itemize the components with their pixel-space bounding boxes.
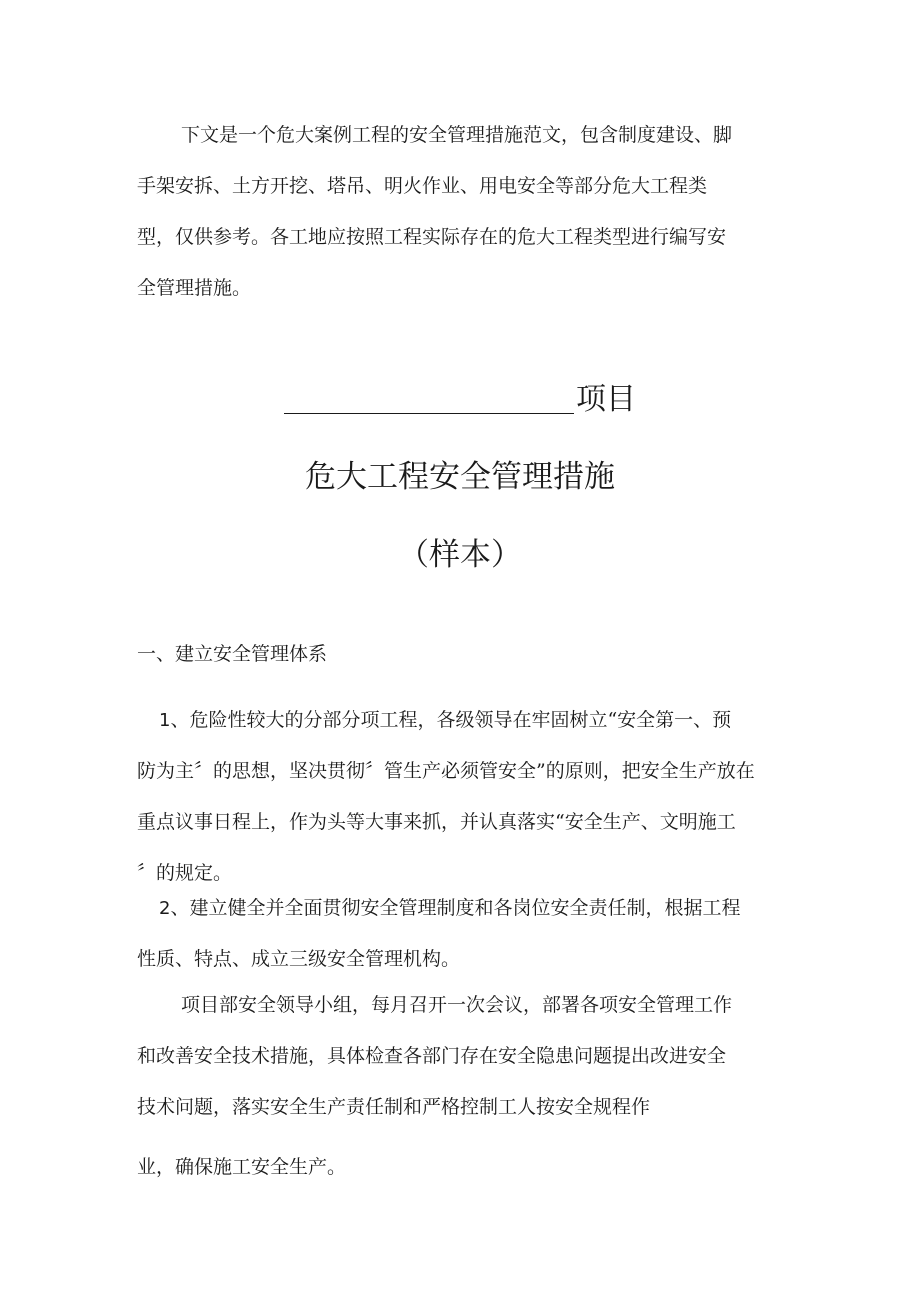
numbered-paragraph-2 <box>137 883 787 985</box>
paragraph-line: 防为主〞的思想，坚决贯彻〞管生产必须管安全”的原则，把安全生产放在 <box>137 760 755 782</box>
project-name-line <box>0 378 920 422</box>
section-heading: 一、建立安全管理体系 <box>137 643 328 665</box>
intro-line: 全管理措施。 <box>137 277 252 299</box>
paragraph-line: 技术问题，落实安全生产责任制和严格控制工人按安全规程作 <box>137 1096 651 1118</box>
item-number: 2 <box>159 898 171 919</box>
paragraph-line: 〞的规定。 <box>137 862 233 884</box>
intro-line: 手架安拆、土方开挖、塔吊、明火作业、用电安全等部分危大工程类 <box>137 175 708 197</box>
intro-paragraph <box>137 110 787 314</box>
item-number: 1 <box>159 710 171 731</box>
project-suffix: 项目 <box>576 382 636 417</box>
paragraph-3 <box>137 980 787 1193</box>
paragraph-text: 、建立健全并全面贯彻安全管理制度和各岗位安全责任制，根据工程 <box>170 897 741 919</box>
intro-line: 下文是一个危大案例工程的安全管理措施范文，包含制度建设、脚 <box>181 124 733 146</box>
paragraph-line <box>137 883 787 934</box>
paragraph-line: 重点议事日程上，作为头等大事来抓，并认真落实“安全生产、文明施工 <box>137 811 736 833</box>
paragraph-line: 性质、特点、成立三级安全管理机构。 <box>137 948 461 970</box>
paragraph-line: 项目部安全领导小组，每月召开一次会议，部署各项安全管理工作 <box>181 994 733 1016</box>
intro-line: 型，仅供参考。各工地应按照工程实际存在的危大工程类型进行编写安 <box>137 226 727 248</box>
paragraph-line: 和改善安全技术措施，具体检查各部门存在安全隐患问题提出改进安全 <box>137 1045 727 1067</box>
numbered-paragraph-1 <box>137 695 787 899</box>
document-subtitle: （样本） <box>398 537 522 573</box>
paragraph-line: 业，确保施工安全生产。 <box>137 1156 347 1178</box>
project-name-blank <box>284 381 574 414</box>
document-title: 危大工程安全管理措施 <box>305 459 615 495</box>
paragraph-text: 、危险性较大的分部分项工程，各级领导在牢固树立“安全第一、预 <box>170 709 732 731</box>
paragraph-line <box>137 695 787 746</box>
